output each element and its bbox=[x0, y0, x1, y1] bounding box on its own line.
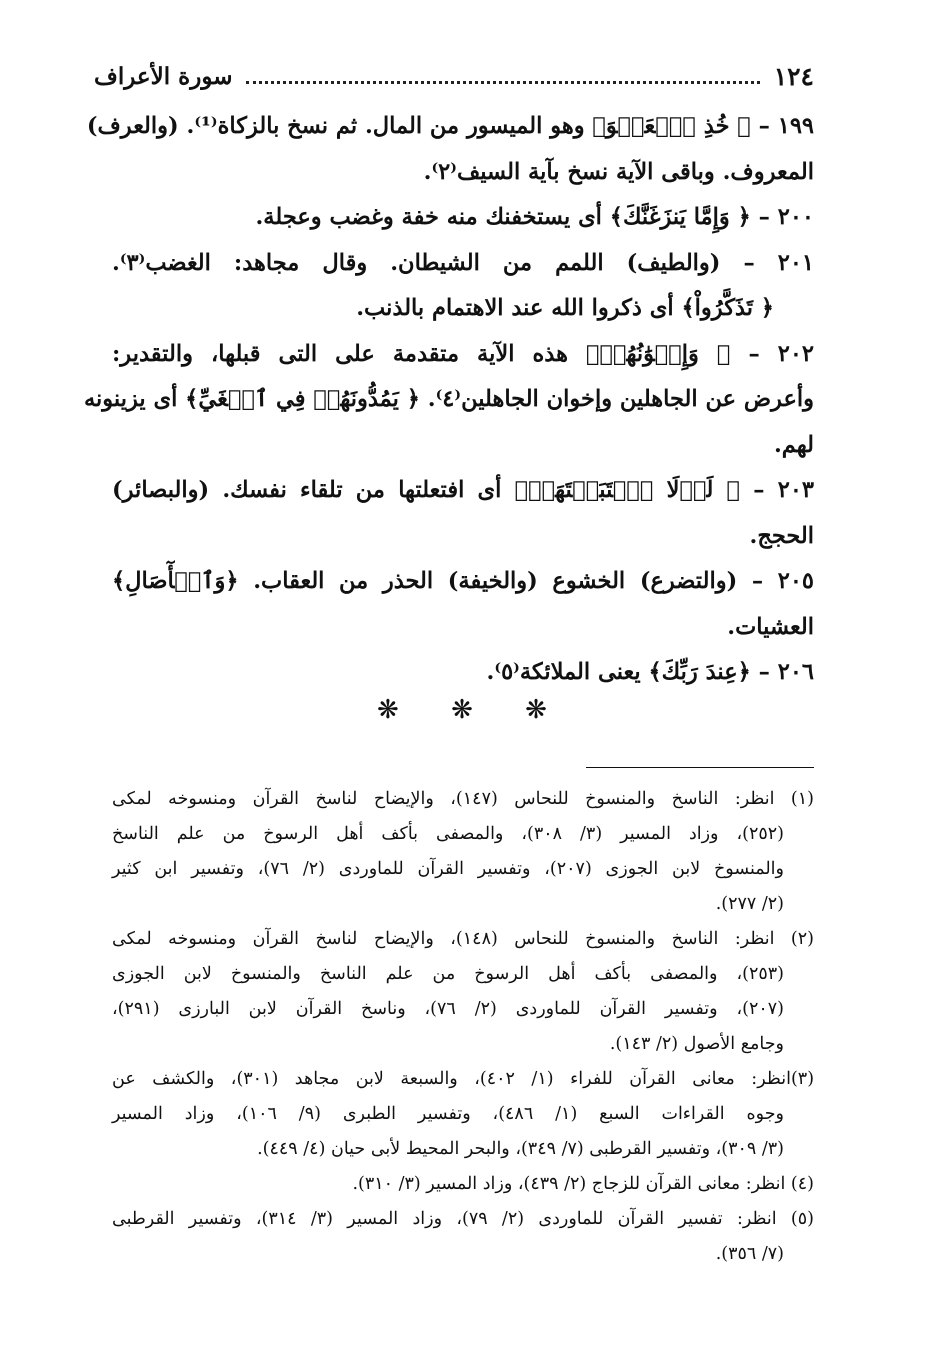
page-number: ١٢٤ bbox=[773, 61, 814, 91]
footnote-line: (٢/ ٢٧٧). bbox=[715, 894, 784, 914]
footnote-line: (٢٥٢)، وزاد المسير (٣/ ٣٠٨)، والمصفى بأكف أهل الرسوخ من علم الناسخ bbox=[112, 824, 784, 844]
body-line: الحجج. bbox=[749, 522, 814, 549]
footnote-rule bbox=[586, 767, 814, 768]
footnote-line: (٣/ ٣٠٩)، وتفسير القرطبى (٧/ ٣٤٩)، والبحر المحيط لأبى حيان (٤/ ٤٤٩). bbox=[257, 1139, 784, 1159]
footnote-line: (٢٠٧)، وتفسير القرآن للماوردى (٢/ ٧٦)، وناسخ القرآن لابن البارزى (٢٩١)، bbox=[112, 999, 784, 1019]
body-line: ٢٠٢ – ﴿ وَإِخۡوَٰنُهُمۡ﴾ هذه الآية متقدمة على التى قبلها، والتقدير: bbox=[112, 340, 814, 367]
surah-title: سورة الأعراف bbox=[94, 62, 233, 90]
footnote-line: (٥) انظر: تفسير القرآن للماوردى (٢/ ٧٩)، وزاد المسير (٣/ ٣١٤)، وتفسير القرطبى bbox=[112, 1209, 814, 1229]
footnote-line: (٧/ ٣٥٦). bbox=[715, 1244, 784, 1264]
footnote-line: (٤) انظر: معانى القرآن للزجاج (٢/ ٤٣٩)، وزاد المسير (٣/ ٣١٠). bbox=[352, 1174, 814, 1194]
body-line: ٢٠٦ – ﴿عِندَ رَبِّكَ﴾ يعنى الملائكة⁽٥⁾. bbox=[486, 659, 814, 685]
footnotes bbox=[112, 782, 814, 1272]
section-separator: ❋ ❋ ❋ bbox=[377, 695, 569, 725]
footnote-line: والمنسوخ لابن الجوزى (٢٠٧)، وتفسير القرآن للماوردى (٢/ ٧٦)، وتفسير ابن كثير bbox=[112, 859, 784, 879]
body-line: ٢٠٠ – ﴿ وَإِمَّا يَنزَغَنَّكَ﴾ أى يستخفنك منه خفة وغضب وعجلة. bbox=[255, 204, 814, 230]
footnote-line: وجامع الأصول (٢/ ١٤٣). bbox=[609, 1034, 784, 1054]
body-line: ١٩٩ – ﴿ خُذِ ٱلۡعَفۡوَ﴾ وهو الميسور من المال. ثم نسخ بالزكاة⁽¹⁾. (والعرف) bbox=[86, 113, 814, 139]
footnote-line: (٣)انظر: معانى القرآن للفراء (١/ ٤٠٢)، والسبعة لابن مجاهد (٣٠١)، والكشف عن bbox=[112, 1069, 815, 1089]
footnote-line: (٢٥٣)، والمصفى بأكف أهل الرسوخ من علم الناسخ والمنسوخ لابن الجوزى bbox=[112, 964, 784, 984]
body-line: وأعرض عن الجاهلين وإخوان الجاهلين⁽٤⁾. ﴿ يَمُدُّونَهُمۡ فِي ٱلۡغَيِّ﴾ أى يزينونه bbox=[83, 386, 814, 412]
body-line: ٢٠١ – (والطيف) اللمم من الشيطان. وقال مجاهد: الغضب⁽٣⁾. bbox=[112, 249, 814, 276]
body-line: لهم. bbox=[773, 431, 814, 458]
footnote-line: وجوه القراءات السبع (١/ ٤٨٦)، وتفسير الطبرى (٩/ ١٠٦)، وزاد المسير bbox=[112, 1104, 784, 1124]
footnote-line: (٢) انظر: الناسخ والمنسوخ للنحاس (١٤٨)، والإيضاح لناسخ القرآن ومنسوخه لمكى bbox=[112, 929, 814, 949]
body-line: ٢٠٥ – (والتضرع) الخشوع (والخيفة) الحذر من العقاب. ﴿وَٱلۡأٓصَالِ﴾ bbox=[112, 568, 814, 594]
running-header bbox=[94, 56, 814, 96]
body-line: المعروف. وباقى الآية نسخ بآية السيف⁽٢⁾. bbox=[423, 158, 814, 185]
footnote-line: (١) انظر: الناسخ والمنسوخ للنحاس (١٤٧)، والإيضاح لناسخ القرآن ومنسوخه لمكى bbox=[112, 789, 814, 809]
body-line: ٢٠٣ – ﴿ لَوۡلَا ٱجۡتَبَيۡتَهَاۚ﴾ أى افتعلتها من تلقاء نفسك. (والبصائر) bbox=[112, 477, 814, 503]
body-line: ﴿ تَذَكَّرُواْ﴾ أى ذكروا الله عند الاهتمام بالذنب. bbox=[356, 295, 774, 321]
header-dot-leader bbox=[246, 81, 759, 84]
commentary-body bbox=[83, 104, 814, 696]
body-line: العشيات. bbox=[727, 613, 814, 640]
